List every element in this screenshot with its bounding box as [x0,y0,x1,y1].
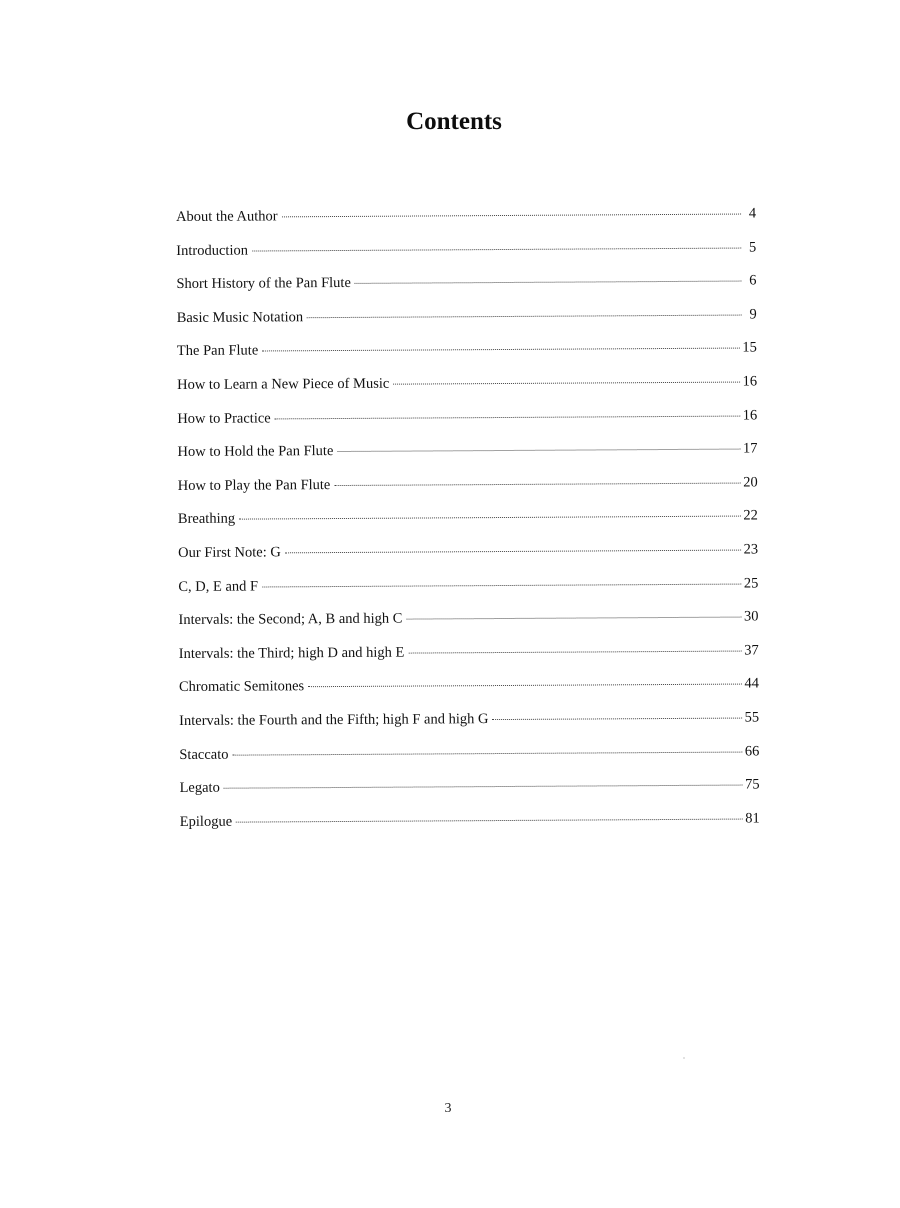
toc-entry-page: 23 [743,541,759,558]
toc-entry-title: Epilogue [179,813,233,830]
toc-entry-page: 37 [744,642,759,659]
toc-entry-title: C, D, E and F [178,578,259,595]
toc-entry-page: 9 [749,306,757,323]
toc-entry-page: 15 [742,339,757,356]
toc-entry-title: How to Play the Pan Flute [177,476,331,494]
toc-entry-title: Intervals: the Third; high D and high E [178,644,405,662]
toc-entry-title: Legato [179,779,220,797]
toc-dot-leader [224,784,742,789]
toc-entry-title: Breathing [177,510,236,528]
toc-entry [177,405,757,442]
toc-entry-page: 5 [748,239,757,256]
toc-entry-title: How to Practice [177,409,271,427]
toc-entry [177,304,757,341]
toc-entry-title: The Pan Flute [176,342,259,360]
toc-entry-page: 81 [745,810,760,827]
toc-entry [179,775,759,812]
scan-speck [683,1057,685,1059]
toc-entry [176,203,756,240]
toc-entry [179,640,759,677]
toc-entry-title: How to Learn a New Piece of Music [177,375,390,393]
toc-entry [177,439,757,476]
toc-dot-leader [492,716,741,720]
toc-entry-title: How to Hold the Pan Flute [177,443,334,461]
toc-entry-title: Introduction [176,242,249,259]
toc-dot-leader [239,515,740,520]
toc-entry [178,539,758,576]
toc-entry-page: 6 [749,272,757,289]
toc-entry-page: 25 [743,574,759,592]
toc-entry-page: 4 [748,205,757,222]
page-number: 3 [444,1101,452,1116]
toc-dot-leader [355,280,742,284]
toc-dot-leader [408,649,741,653]
toc-dot-leader [236,817,742,822]
toc-entry-title: Intervals: the Fourth and the Fifth; high F and high G [179,711,489,729]
toc-entry [178,506,758,543]
toc-entry-title: Staccato [179,746,229,763]
toc-entry-title: About the Author [176,208,278,225]
toc-entry [176,271,756,308]
toc-dot-leader [406,616,741,620]
toc-dot-leader [307,313,742,318]
toc-dot-leader [393,381,739,385]
toc-dot-leader [252,246,741,251]
toc-dot-leader [334,481,740,485]
toc-dot-leader [275,414,740,419]
toc-entry [179,707,759,744]
toc-entry [178,573,758,610]
toc-entry-title: Our First Note: G [178,544,281,561]
table-of-contents [176,203,760,845]
toc-entry-page: 20 [743,474,758,491]
toc-entry-title: Chromatic Semitones [178,678,305,696]
toc-entry-page: 55 [744,709,760,726]
toc-entry [179,674,759,711]
toc-entry-title: Intervals: the Second; A, B and high C [178,610,403,629]
toc-entry-page: 17 [742,440,758,457]
toc-entry-page: 22 [743,507,758,524]
toc-dot-leader [262,347,739,352]
toc-entry [178,472,758,509]
toc-entry [177,371,757,408]
toc-dot-leader [232,750,741,755]
toc-entry-title: Basic Music Notation [176,309,304,326]
toc-entry [179,741,759,778]
toc-entry-page: 44 [744,675,759,692]
toc-dot-leader [262,582,741,587]
toc-dot-leader [337,448,740,452]
toc-entry [178,607,758,644]
toc-dot-leader [308,683,741,688]
toc-entry-page: 16 [742,407,758,424]
toc-entry-title: Short History of the Pan Flute [176,275,351,293]
toc-entry [180,808,760,845]
toc-entry-page: 16 [742,373,758,390]
toc-entry-page: 66 [744,742,760,760]
toc-entry-page: 75 [744,776,760,793]
toc-entry [177,338,757,375]
toc-dot-leader [282,213,742,218]
toc-entry [176,237,756,274]
page-title: Contents [406,108,502,135]
toc-dot-leader [285,548,741,553]
toc-entry-page: 30 [743,608,759,625]
